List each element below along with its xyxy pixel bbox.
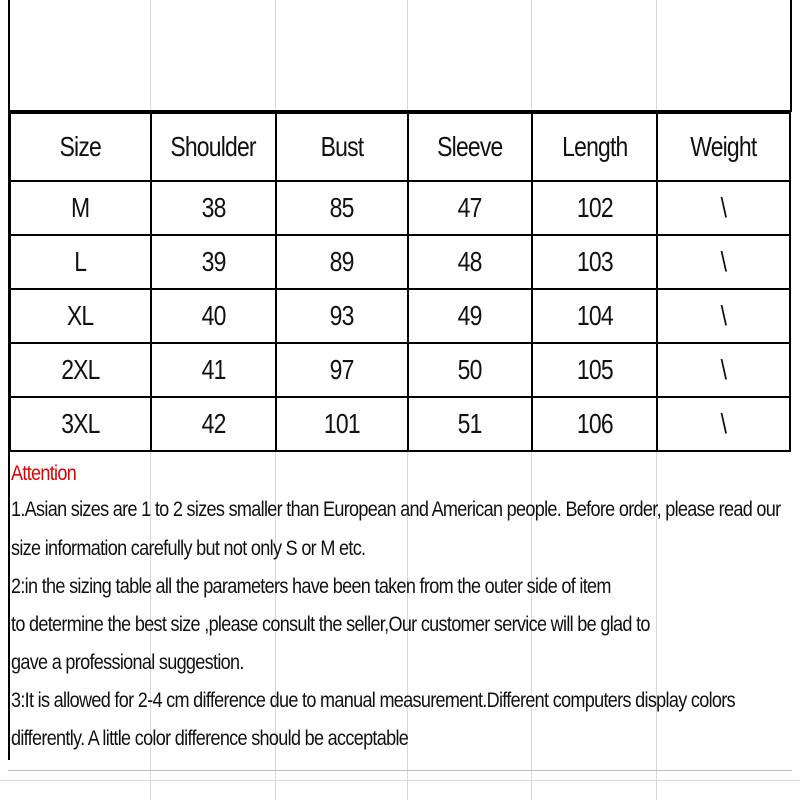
column-header-weight[interactable]: Weight xyxy=(657,113,790,181)
column-header-sleeve[interactable]: Sleeve xyxy=(408,113,532,181)
table-cell[interactable]: 38 xyxy=(151,181,276,235)
table-row xyxy=(10,397,790,451)
note-line: size information carefully but not only S or M etc. xyxy=(11,537,366,560)
table-cell[interactable]: L xyxy=(10,235,151,289)
table-cell[interactable]: \ xyxy=(657,235,790,289)
attention-heading: Attention xyxy=(11,462,77,485)
table-cell[interactable]: 41 xyxy=(151,343,276,397)
table-header-row xyxy=(10,113,790,181)
table-cell[interactable]: M xyxy=(10,181,151,235)
column-header-bust[interactable]: Bust xyxy=(276,113,408,181)
sheet-border-right xyxy=(790,0,792,112)
table-cell[interactable]: \ xyxy=(657,289,790,343)
table-cell[interactable]: 103 xyxy=(532,235,657,289)
table-cell[interactable]: 50 xyxy=(408,343,532,397)
table-cell[interactable]: 89 xyxy=(276,235,408,289)
note-line: to determine the best size ,please consult the seller,Our customer service will be glad to xyxy=(11,613,650,636)
table-cell[interactable]: 47 xyxy=(408,181,532,235)
table-row xyxy=(10,235,790,289)
table-cell[interactable]: 2XL xyxy=(10,343,151,397)
table-cell[interactable]: 105 xyxy=(532,343,657,397)
table-cell[interactable]: \ xyxy=(657,181,790,235)
table-row xyxy=(10,181,790,235)
table-cell[interactable]: \ xyxy=(657,397,790,451)
size-notes xyxy=(11,458,791,758)
table-cell[interactable]: 101 xyxy=(276,397,408,451)
table-cell[interactable]: 42 xyxy=(151,397,276,451)
table-cell[interactable]: 39 xyxy=(151,235,276,289)
table-cell[interactable]: 51 xyxy=(408,397,532,451)
note-line: 1.Asian sizes are 1 to 2 sizes smaller than European and American people. Before order, please read our xyxy=(11,498,781,521)
table-cell[interactable]: 48 xyxy=(408,235,532,289)
table-cell[interactable]: 40 xyxy=(151,289,276,343)
table-row xyxy=(10,343,790,397)
table-cell[interactable]: \ xyxy=(657,343,790,397)
table-cell[interactable]: 97 xyxy=(276,343,408,397)
note-line: 3:It is allowed for 2-4 cm difference due to manual measurement.Different computers display colors xyxy=(11,689,735,712)
table-cell[interactable]: 106 xyxy=(532,397,657,451)
note-line: differently. A little color difference should be acceptable xyxy=(11,727,409,750)
table-cell[interactable]: XL xyxy=(10,289,151,343)
table-cell[interactable]: 3XL xyxy=(10,397,151,451)
note-line: gave a professional suggestion. xyxy=(11,651,244,674)
column-header-shoulder[interactable]: Shoulder xyxy=(151,113,276,181)
divider xyxy=(8,770,792,771)
gridline xyxy=(0,780,800,781)
size-chart-table xyxy=(9,112,791,452)
table-cell[interactable]: 93 xyxy=(276,289,408,343)
table-cell[interactable]: 102 xyxy=(532,181,657,235)
column-header-size[interactable]: Size xyxy=(10,113,151,181)
table-cell[interactable]: 49 xyxy=(408,289,532,343)
column-header-length[interactable]: Length xyxy=(532,113,657,181)
table-row xyxy=(10,289,790,343)
note-line: 2:in the sizing table all the parameters have been taken from the outer side of item xyxy=(11,575,611,598)
table-cell[interactable]: 85 xyxy=(276,181,408,235)
table-cell[interactable]: 104 xyxy=(532,289,657,343)
